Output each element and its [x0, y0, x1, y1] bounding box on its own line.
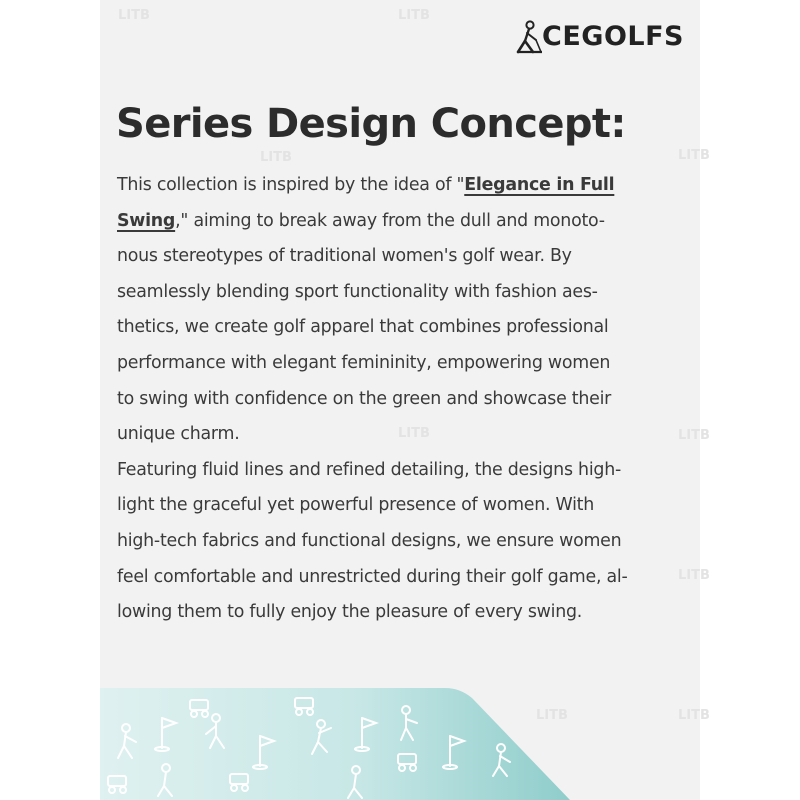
- emphasized-phrase: Swing: [117, 210, 176, 231]
- watermark: LITB: [118, 8, 150, 23]
- decorative-golf-pattern-band: [100, 688, 700, 800]
- text-line: [117, 524, 673, 560]
- text-run: to swing with confidence on the green and showcase their: [117, 388, 612, 409]
- text-line: [117, 382, 673, 418]
- text-line: [117, 275, 673, 311]
- watermark: LITB: [678, 428, 710, 443]
- text-line: [117, 453, 673, 489]
- text-run: Featuring fluid lines and refined detailing, the designs high-: [117, 459, 621, 480]
- text-line: [117, 168, 673, 204]
- paragraph-2: [117, 453, 673, 631]
- text-line: [117, 595, 673, 631]
- brand-name: CEGOLFS: [542, 21, 684, 52]
- text-run: lowing them to fully enjoy the pleasure of every swing.: [117, 602, 583, 623]
- watermark: LITB: [678, 148, 710, 163]
- text-run: unique charm.: [117, 424, 240, 445]
- watermark: LITB: [260, 150, 292, 165]
- text-line: [117, 239, 673, 275]
- description-body: [117, 168, 673, 631]
- text-run: high-tech fabrics and functional designs, we ensure women: [117, 530, 622, 551]
- text-run: seamlessly blending sport functionality with fashion aes-: [117, 281, 598, 302]
- text-line: [117, 310, 673, 346]
- paragraph-1: [117, 168, 673, 453]
- text-line: [117, 488, 673, 524]
- text-line: [117, 560, 673, 596]
- text-run: performance with elegant femininity, empowering women: [117, 352, 611, 373]
- text-line: [117, 417, 673, 453]
- watermark: LITB: [678, 708, 710, 723]
- text-run: thetics, we create golf apparel that combines professional: [117, 317, 609, 338]
- emphasized-phrase: Elegance in Full: [464, 175, 615, 195]
- text-line: [117, 346, 673, 382]
- watermark: LITB: [536, 708, 568, 723]
- product-description-page: [100, 0, 710, 800]
- text-run: feel comfortable and unrestricted during their golf game, al-: [117, 566, 628, 587]
- text-run: light the graceful yet powerful presence of women. With: [117, 495, 595, 516]
- page-title: Series Design Concept:: [116, 101, 626, 147]
- watermark: LITB: [398, 426, 430, 441]
- watermark: LITB: [678, 568, 710, 583]
- golfer-stick-figure-icon: [514, 20, 544, 54]
- brand-logo: [514, 18, 684, 56]
- text-line: [117, 204, 673, 240]
- text-run: This collection is inspired by the idea of ": [117, 175, 465, 195]
- text-run: nous stereotypes of traditional women's golf wear. By: [117, 246, 572, 267]
- watermark: LITB: [398, 8, 430, 23]
- text-run: ," aiming to break away from the dull and monoto-: [175, 210, 605, 231]
